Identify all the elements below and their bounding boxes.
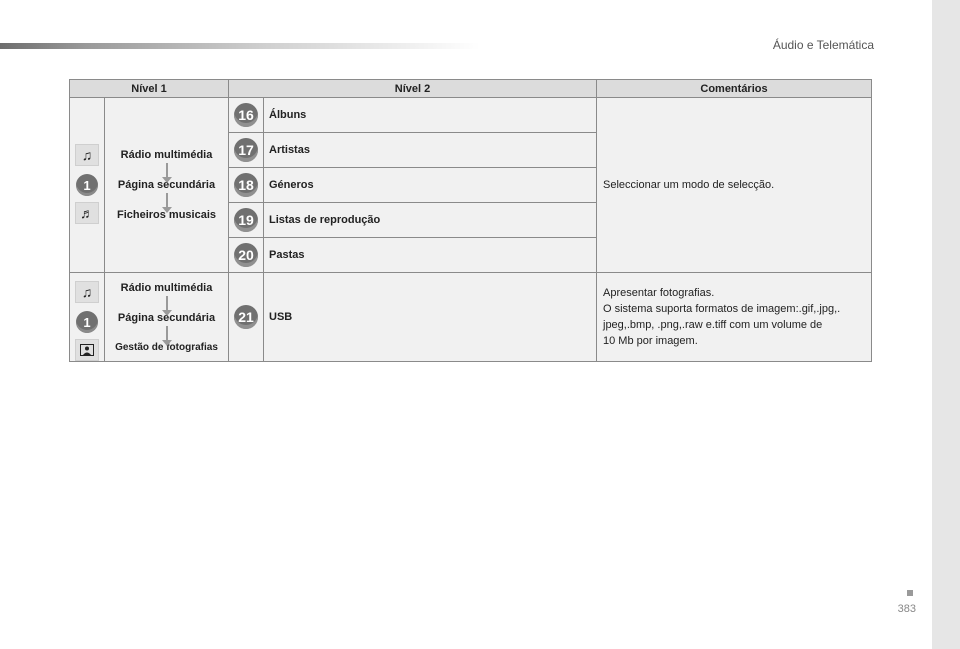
header-comments: Comentários	[597, 80, 872, 98]
step-number-badge: 21	[234, 305, 258, 329]
step-number-badge: 19	[234, 208, 258, 232]
level1-step: Rádio multimédia	[120, 281, 213, 294]
group2-icons	[70, 273, 105, 362]
music-note-icon: ♫	[75, 281, 99, 303]
comment-line: jpeg,.bmp, .png,.raw e.tiff com um volume de	[603, 319, 823, 331]
level-badge: 1	[76, 174, 98, 196]
page-number: 383	[897, 603, 916, 615]
step-number-badge: 17	[234, 138, 258, 162]
level1-step: Página secundária	[117, 311, 216, 324]
arrow-down-icon	[166, 193, 168, 207]
arrow-down-icon	[166, 163, 168, 177]
header-gradient-bar	[0, 43, 480, 49]
level2-item: Álbuns	[264, 98, 597, 133]
music-files-icon: ♬	[75, 202, 99, 224]
music-note-icon: ♫	[75, 144, 99, 166]
step-number-badge: 18	[234, 173, 258, 197]
section-title: Áudio e Telemática	[772, 38, 874, 52]
level2-item: Géneros	[264, 168, 597, 203]
group1-icons	[70, 98, 105, 273]
step-number-badge: 20	[234, 243, 258, 267]
level1-step: Gestão de fotografias	[115, 341, 218, 353]
group2-comment	[597, 273, 872, 362]
comment-line: O sistema suporta formatos de imagem:.gif,.jpg,.	[603, 303, 841, 315]
level2-item: Artistas	[264, 133, 597, 168]
level-badge: 1	[76, 311, 98, 333]
group2-level1	[105, 273, 229, 362]
group1-level1	[105, 98, 229, 273]
menu-table	[69, 79, 872, 362]
level1-step: Rádio multimédia	[120, 149, 213, 161]
header-level1: Nível 1	[70, 80, 229, 98]
comment-line: Apresentar fotografias.	[603, 287, 715, 299]
page-side-tab	[932, 0, 960, 649]
level1-step: Página secundária	[117, 179, 216, 191]
arrow-down-icon	[166, 296, 168, 310]
level1-step: Ficheiros musicais	[116, 209, 217, 221]
comment-line: 10 Mb por imagem.	[603, 335, 698, 347]
page-marker	[907, 590, 913, 596]
level2-item: Pastas	[264, 238, 597, 273]
arrow-down-icon	[166, 326, 168, 340]
level2-item: USB	[264, 273, 597, 362]
group1-comment: Seleccionar um modo de selecção.	[597, 98, 872, 273]
header-level2: Nível 2	[229, 80, 597, 98]
level2-item: Listas de reprodução	[264, 203, 597, 238]
photo-gallery-icon	[75, 339, 99, 361]
step-number-badge: 16	[234, 103, 258, 127]
